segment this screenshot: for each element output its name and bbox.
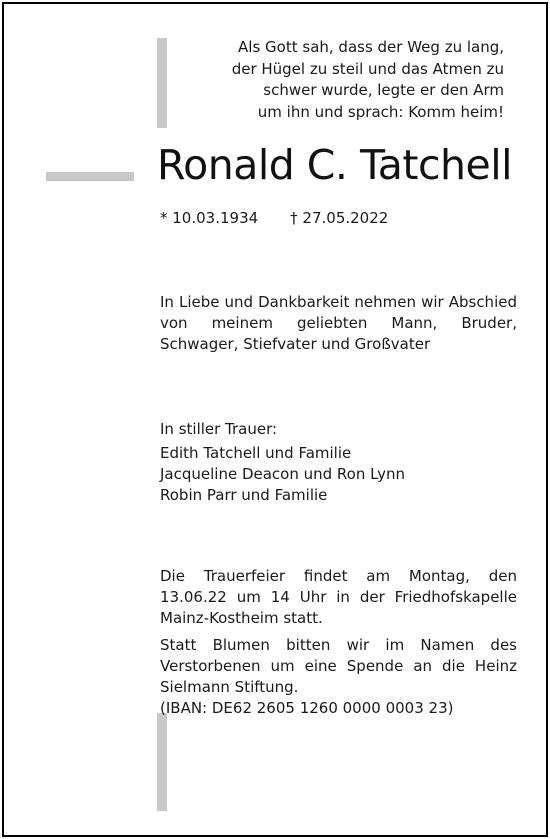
poem-quote: [204, 37, 504, 123]
donation-text: Statt Blumen bitten wir im Namen des Verstorbenen um eine Spende an die Heinz Sielmann Stiftung.: [160, 636, 517, 696]
mourner-name: Jacqueline Deacon und Ron Lynn: [160, 465, 406, 483]
decorative-bar-bottom: [157, 713, 167, 811]
donation-iban: (IBAN: DE62 2605 1260 0000 0003 23): [160, 699, 454, 717]
deceased-name: Ronald C. Tatchell: [157, 141, 512, 189]
life-dates: [160, 209, 388, 227]
death-date: † 27.05.2022: [290, 209, 389, 227]
poem-line: der Hügel zu steil und das Atmen zu: [231, 59, 504, 78]
funeral-notice: Die Trauerfeier findet am Montag, den 13.06.22 um 14 Uhr in der Friedhofskapelle Mainz-Kostheim statt.: [160, 567, 517, 627]
decorative-bar-middle: [46, 172, 134, 181]
birth-date: * 10.03.1934: [160, 209, 259, 227]
poem-line: schwer wurde, legte er den Arm: [263, 81, 504, 99]
donation-request: [160, 635, 517, 719]
mourners-heading: In stiller Trauer:: [160, 420, 278, 438]
obituary-frame: [2, 2, 548, 837]
decorative-bar-top: [157, 38, 167, 128]
poem-line: Als Gott sah, dass der Weg zu lang,: [238, 38, 504, 56]
mourner-name: Robin Parr und Familie: [160, 486, 328, 504]
mourner-name: Edith Tatchell und Familie: [160, 444, 352, 462]
poem-line: um ihn und sprach: Komm heim!: [257, 102, 504, 121]
mourners-list: [160, 419, 517, 506]
farewell-text: In Liebe und Dankbarkeit nehmen wir Abschied von meinem geliebten Mann, Bruder, Schwager, Stiefvater und Großvater: [160, 293, 517, 353]
